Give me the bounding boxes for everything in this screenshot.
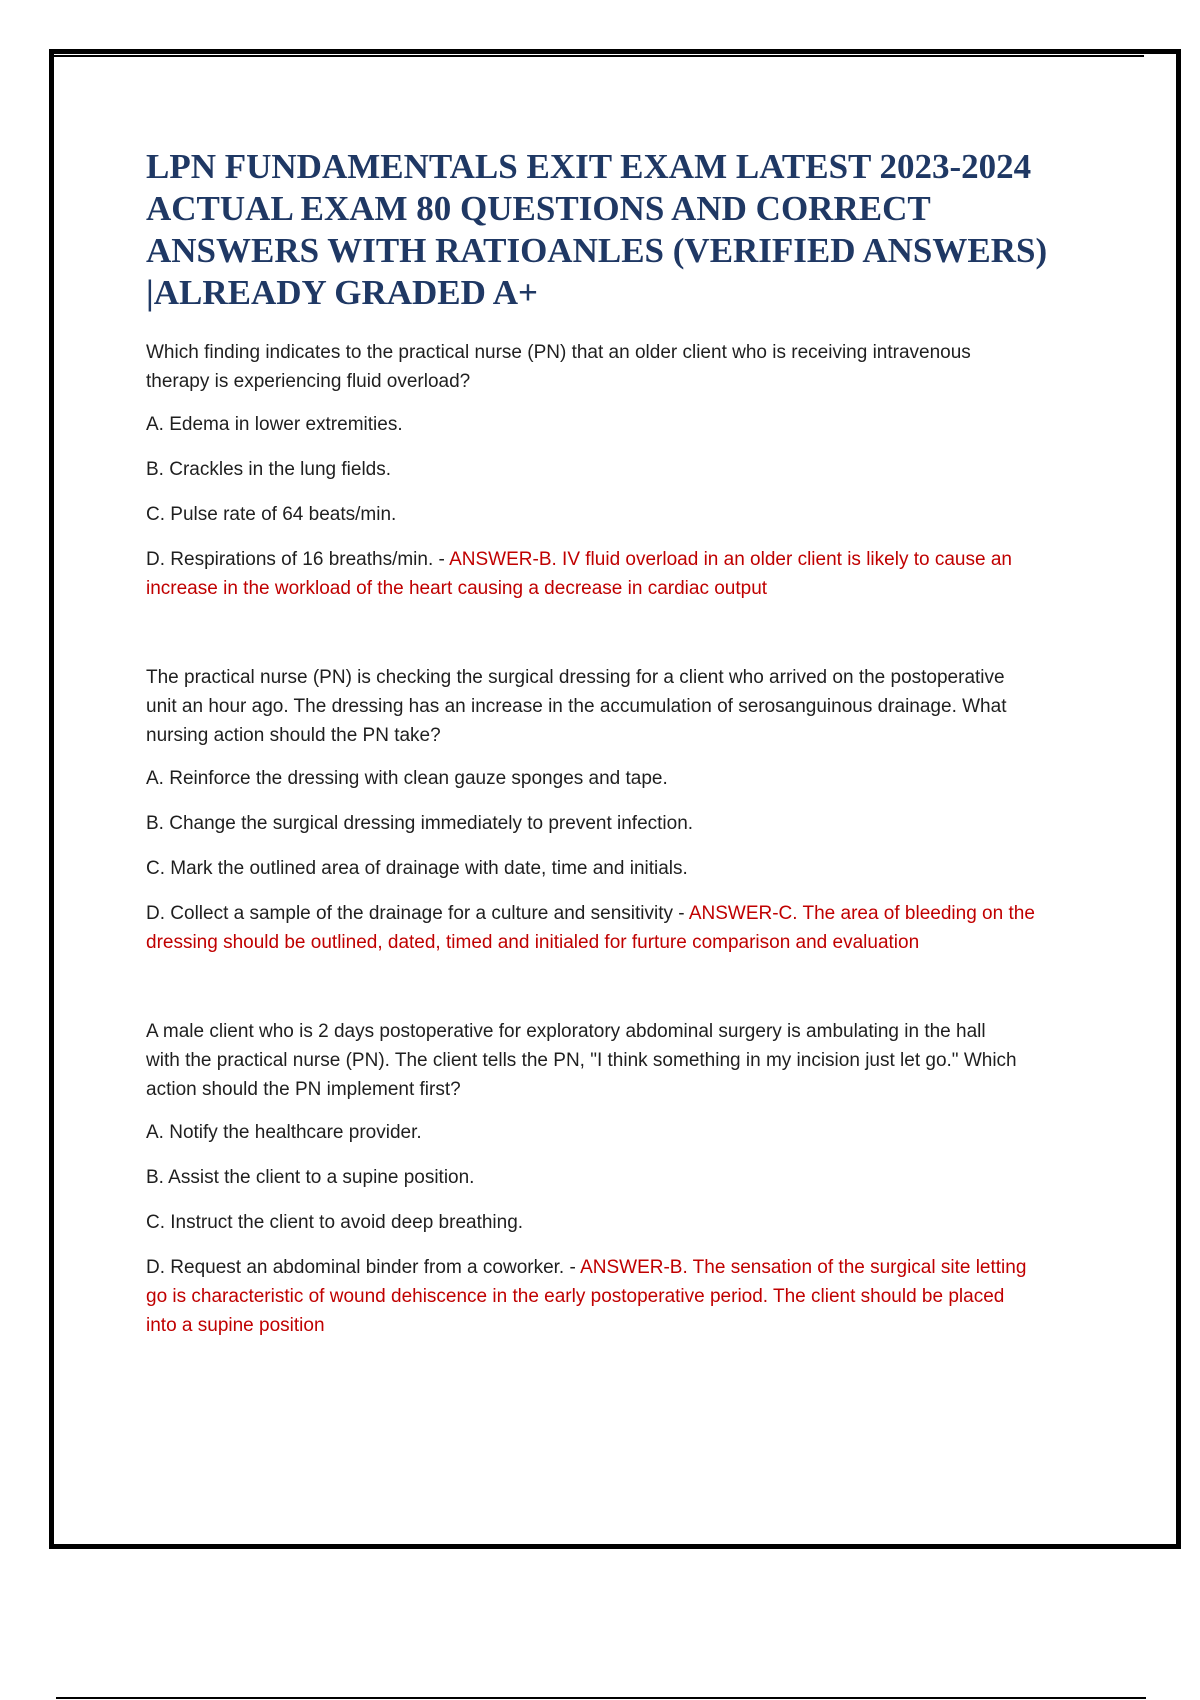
bottom-rule <box>56 1697 1146 1699</box>
title-line: |ALREADY GRADED A+ <box>146 273 538 312</box>
option-d-with-answer <box>146 545 1096 603</box>
document-title <box>146 146 1106 314</box>
option-c: C. Pulse rate of 64 beats/min. <box>146 504 397 525</box>
question-stem <box>146 1017 1096 1104</box>
option-d-with-answer <box>146 1253 1096 1340</box>
option-d-line <box>146 1253 1096 1282</box>
answer-continuation: increase in the workload of the heart causing a decrease in cardiac output <box>146 578 768 599</box>
stem-line: A male client who is 2 days postoperative for exploratory abdominal surgery is ambulating in the hall <box>146 1021 986 1042</box>
question-2 <box>146 663 1096 957</box>
option-a: A. Edema in lower extremities. <box>146 414 403 435</box>
option-d-line <box>146 899 1096 928</box>
title-line: ACTUAL EXAM 80 QUESTIONS AND CORRECT <box>146 189 931 228</box>
question-1 <box>146 338 1096 603</box>
title-line: LPN FUNDAMENTALS EXIT EXAM LATEST 2023-2024 <box>146 147 1032 186</box>
question-stem <box>146 338 1096 396</box>
stem-line: nursing action should the PN take? <box>146 725 441 746</box>
stem-line: action should the PN implement first? <box>146 1079 461 1100</box>
answer-text: ANSWER-B. The sensation of the surgical site letting <box>580 1257 1027 1278</box>
stem-line: therapy is experiencing fluid overload? <box>146 371 471 392</box>
stem-line: unit an hour ago. The dressing has an increase in the accumulation of serosanguinous drainage. What <box>146 696 1007 717</box>
option-a: A. Notify the healthcare provider. <box>146 1122 422 1143</box>
option-d-line <box>146 545 1096 574</box>
answer-text: ANSWER-C. The area of bleeding on the <box>688 903 1035 924</box>
question-stem <box>146 663 1096 750</box>
answer-text: ANSWER-B. IV fluid overload in an older client is likely to cause an <box>449 549 1012 570</box>
option-d-with-answer <box>146 899 1096 957</box>
answer-continuation: into a supine position <box>146 1315 325 1336</box>
answer-continuation: go is characteristic of wound dehiscence in the early postoperative period. The client should be placed <box>146 1286 1005 1307</box>
option-b: B. Assist the client to a supine position. <box>146 1167 475 1188</box>
stem-line: with the practical nurse (PN). The client tells the PN, "I think something in my incision just let go." Which <box>146 1050 1017 1071</box>
option-b: B. Change the surgical dressing immediately to prevent infection. <box>146 813 694 834</box>
option-c: C. Mark the outlined area of drainage with date, time and initials. <box>146 858 688 879</box>
option-a: A. Reinforce the dressing with clean gauze sponges and tape. <box>146 768 668 789</box>
option-c: C. Instruct the client to avoid deep breathing. <box>146 1212 524 1233</box>
top-rule <box>54 55 1144 57</box>
option-d: D. Respirations of 16 breaths/min. - <box>146 549 450 570</box>
questions-list <box>146 338 1096 1400</box>
stem-line: The practical nurse (PN) is checking the surgical dressing for a client who arrived on the postoperative <box>146 667 1005 688</box>
question-3 <box>146 1017 1096 1340</box>
option-b: B. Crackles in the lung fields. <box>146 459 392 480</box>
title-line: ANSWERS WITH RATIOANLES (VERIFIED ANSWERS) <box>146 231 1048 270</box>
option-d: D. Request an abdominal binder from a coworker. - <box>146 1257 581 1278</box>
stem-line: Which finding indicates to the practical nurse (PN) that an older client who is receiving intravenous <box>146 342 971 363</box>
answer-continuation: dressing should be outlined, dated, timed and initialed for furture comparison and evaluation <box>146 932 920 953</box>
option-d: D. Collect a sample of the drainage for a culture and sensitivity - <box>146 903 689 924</box>
